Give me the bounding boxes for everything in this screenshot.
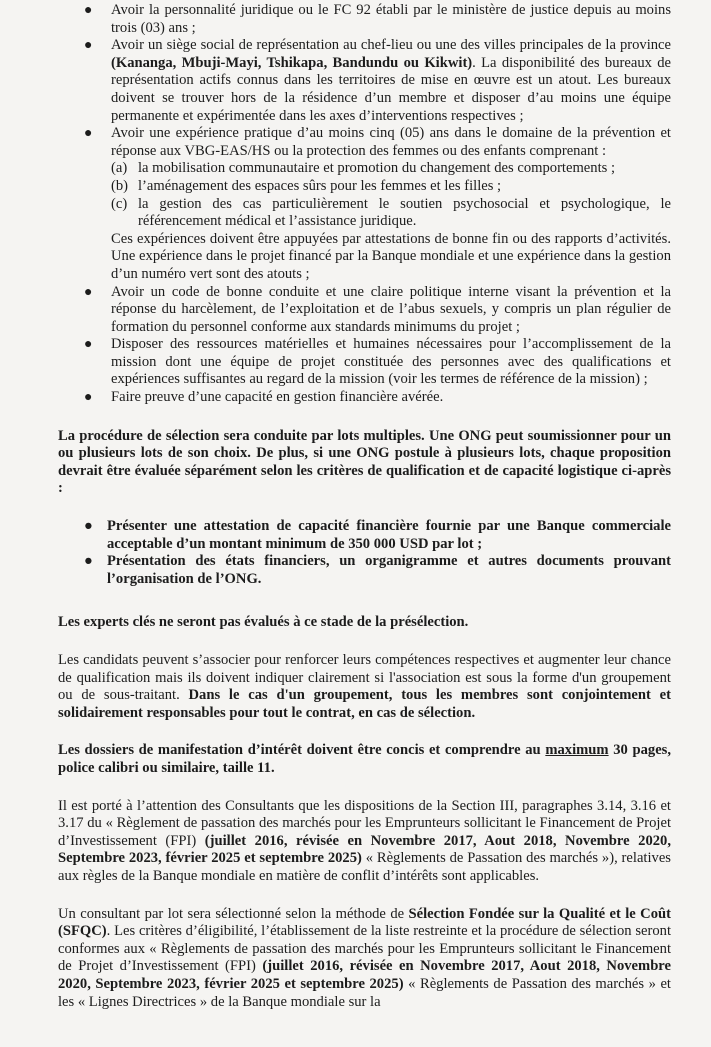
- sublist-item: (c) la gestion des cas particulièrement le soutien psychosocial et psychologique, le référencement médical et l’assistance juridique.: [111, 195, 671, 230]
- list-item: ● Avoir une expérience pratique d’au moins cinq (05) ans dans le domaine de la prévention et réponse aux VBG-EAS/HS ou la protection des femmes ou des enfants comprenant : (a) la mobilisation communautaire et promotion du changement des comportements ; (b) l’aménagement des espaces sûrs pour les femmes et les filles ; (c) la gestion des cas particulièrement le soutien psychosocial et psychologique, le référencement médical et l’assistance juridique. Ces expériences doivent être appuyées par attestations de bonne fin ou des rapports d’activités. Une expérience dans le projet financé par la Banque mondiale et une expérience dans la gestion d’un numéro vert sont des atouts ;: [84, 125, 671, 282]
- sublist-item: (b) l’aménagement des espaces sûrs pour les femmes et les filles ;: [111, 177, 502, 194]
- eligibility-criteria-list: [58, 2, 671, 407]
- list-item: ● Avoir un code de bonne conduite et une claire politique interne visant la prévention et la réponse du harcèlement, de l’exploitation et de l’abus sexuels, y compris un plan régulier de formation du personnel conforme aux standards minimums du projet ;: [84, 283, 671, 335]
- experts-paragraph: Les experts clés ne seront pas évalués à ce stade de la présélection.: [58, 614, 469, 631]
- list-item: ● Disposer des ressources matérielles et humaines nécessaires pour l’accomplissement de la mission dont une équipe de projet constituée des personnes avec des qualifications et expériences suffisantes au regard de la mission (voir les termes de référence de la mission) ;: [84, 336, 671, 388]
- bullet-icon: ●: [84, 390, 93, 406]
- selection-method-paragraph: Un consultant par lot sera sélectionné selon la méthode de Sélection Fondée sur la Qualité et le Coût (SFQC). Les critères d’éligibilité, l’établissement de la liste restreinte et la procédure de sélection seront conformes aux « Règlements de passation des marchés pour les Emprunteurs sollicitant le Financement de Projet d’Investissement (FPI) (juillet 2016, révisée en Novembre 2017, Aout 2018, Novembre 2020, Septembre 2023, février 2025 et septembre 2025) « Règlements de Passation des marchés » et les « Lignes Directrices » de la Banque mondiale sur la: [58, 905, 671, 1010]
- list-item: ● Avoir un siège social de représentation au chef-lieu ou une des villes principales de la province (Kananga, Mbuji-Mayi, Tshikapa, Bandundu ou Kikwit). La disponibilité des bureaux de représentation actifs connus dans les territoires de mise en œuvre est un atout. Les bureaux doivent se trouver hors de la résidence d’un membre et disposer d’au moins une équipe permanente et expérimentée dans les axes d’interventions respectives ;: [84, 37, 672, 124]
- bullet-icon: ●: [84, 126, 93, 142]
- association-paragraph: Les candidats peuvent s’associer pour renforcer leurs compétences respectives et augmenter leur chance de qualification mais ils doivent indiquer clairement si l'association est sous la forme d'un groupement ou de sous-traitant. Dans le cas d'un groupement, tous les membres sont conjointement et solidairement responsables pour tout le contrat, en cas de sélection.: [58, 652, 671, 721]
- bullet-icon: ●: [84, 3, 93, 18]
- list-item: ● Présenter une attestation de capacité financière fournie par une Banque commerciale acceptable d’un montant minimum de 350 000 USD par lot ;: [84, 518, 671, 552]
- bullet-icon: ●: [84, 553, 93, 570]
- bullet-icon: ●: [84, 38, 93, 54]
- bullet-icon: ●: [84, 337, 93, 353]
- bullet-icon: ●: [84, 518, 93, 535]
- list-item: ● Faire preuve d’une capacité en gestion financière avérée.: [84, 389, 444, 406]
- dossiers-paragraph: Les dossiers de manifestation d’intérêt doivent être concis et comprendre au maximum 30 pages, police calibri ou similaire, taille 11.: [58, 742, 672, 776]
- section-iii-paragraph: Il est porté à l’attention des Consultants que les dispositions de la Section III, paragraphes 3.14, 3.16 et 3.17 du « Règlement de passation des marchés pour les Emprunteurs sollicitant le Financement de Projet d’Investissement (FPI) (juillet 2016, révisée en Novembre 2017, Aout 2018, Novembre 2020, Septembre 2023, février 2025 et septembre 2025) « Règlements de Passation des marchés »), relatives aux règles de la Banque mondiale en matière de conflit d’intérêts sont applicables.: [58, 797, 671, 884]
- procedure-paragraph: La procédure de sélection sera conduite par lots multiples. Une ONG peut soumissionner pour un ou plusieurs lots de son choix. De plus, si une ONG postule à plusieurs lots, chaque proposition devrait être évaluée séparément selon les critères de qualification et de capacité logistique ci-après :: [58, 427, 671, 497]
- list-item: ● Présentation des états financiers, un organigramme et autres documents prouvant l’organisation de l’ONG.: [84, 553, 671, 587]
- experience-note: Ces expériences doivent être appuyées par attestations de bonne fin ou des rapports d’activités. Une expérience dans le projet financé par la Banque mondiale et une expérience dans la gestion d’un numéro vert sont des atouts ;: [111, 230, 671, 282]
- experience-sublist: [111, 160, 671, 230]
- list-item: ● Avoir la personnalité juridique ou le FC 92 établi par le ministère de justice depuis au moins trois (03) ans ;: [84, 2, 671, 36]
- sublist-item: (a) la mobilisation communautaire et promotion du changement des comportements ;: [111, 160, 616, 177]
- requirements-list: [58, 518, 671, 588]
- bullet-icon: ●: [84, 284, 93, 300]
